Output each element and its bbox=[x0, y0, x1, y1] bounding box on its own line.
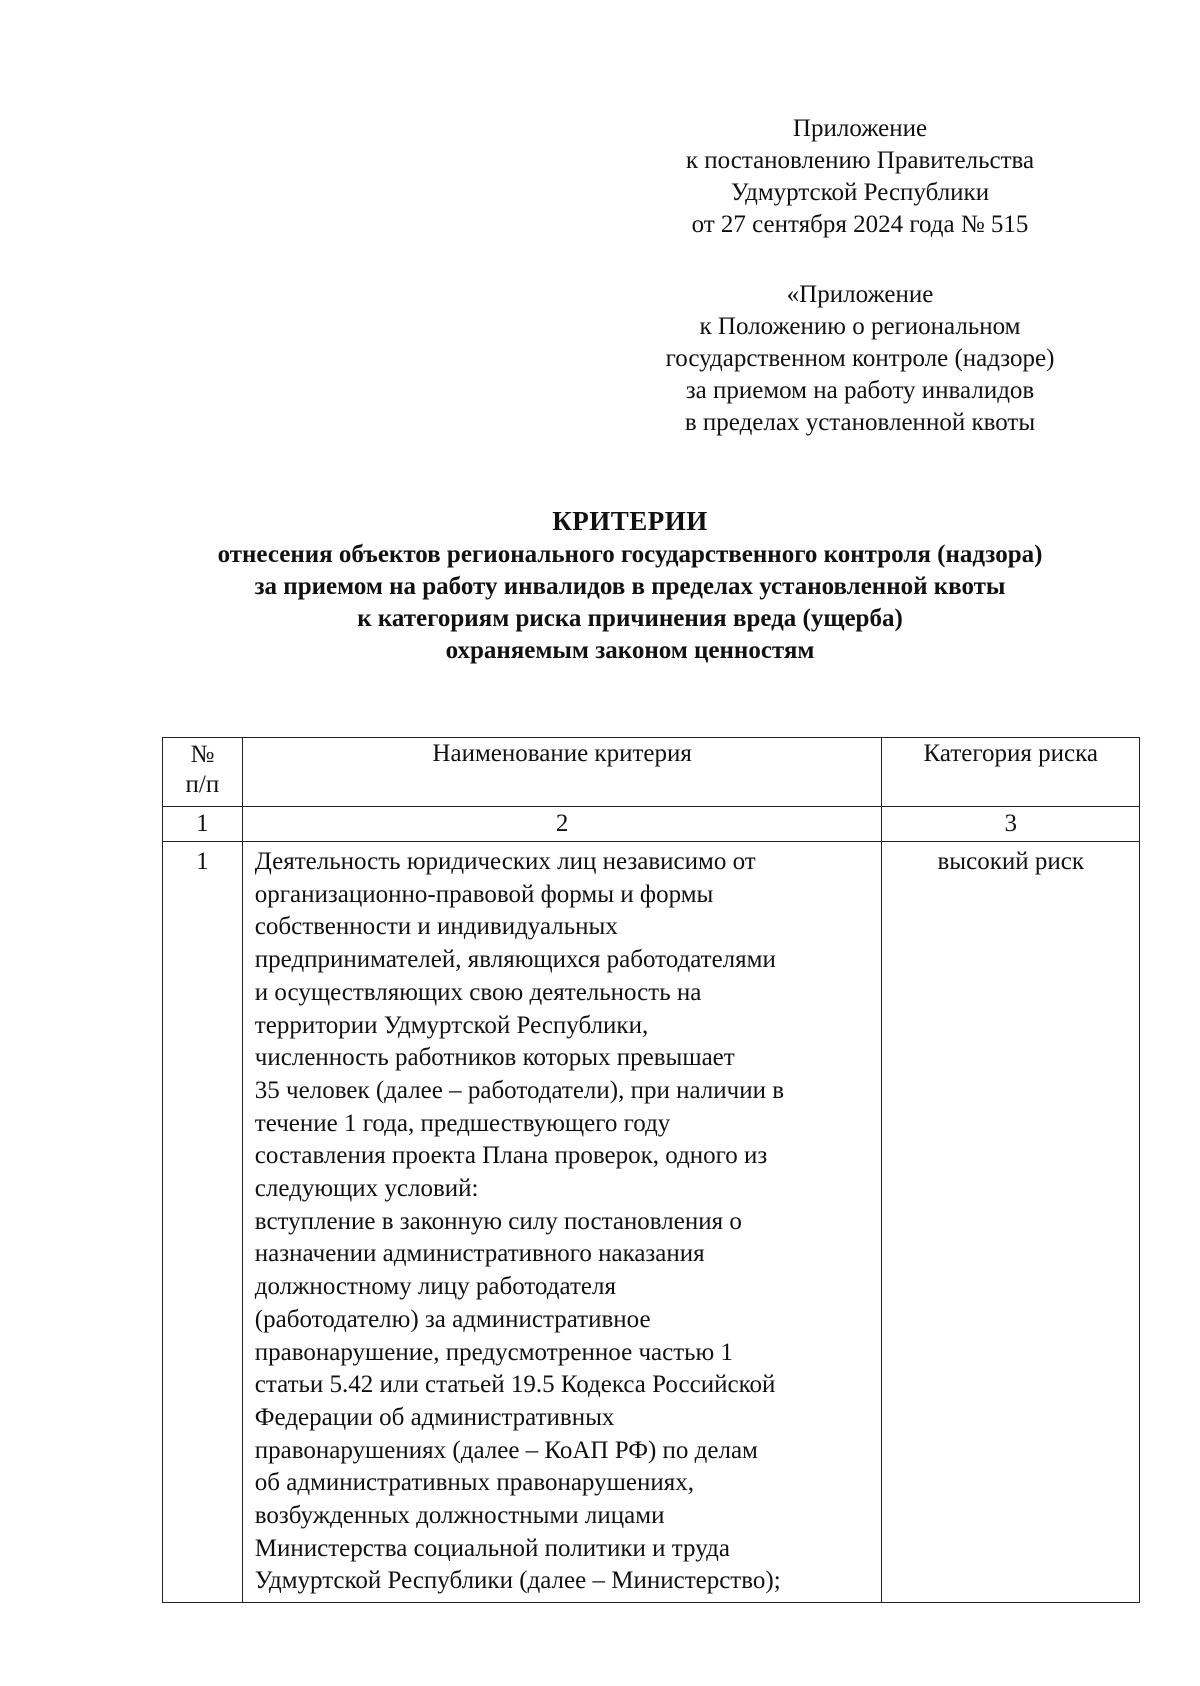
appendix-note-resolution bbox=[640, 113, 1080, 241]
criterion-line: об административных правонарушениях, bbox=[254, 1469, 694, 1497]
criteria-table bbox=[162, 737, 1140, 1603]
criterion-line: Министерства социальной политики и труда bbox=[254, 1534, 730, 1562]
criterion-line: статьи 5.42 или статьей 19.5 Кодекса Российской bbox=[254, 1371, 776, 1399]
appendix-line: «Приложение bbox=[786, 281, 934, 308]
criterion-line: собственности и индивидуальных bbox=[254, 913, 618, 941]
header-num-abbr: п/п bbox=[185, 771, 220, 798]
title-main: КРИТЕРИИ bbox=[552, 506, 708, 536]
table-index-row bbox=[163, 807, 1140, 842]
header-num bbox=[163, 738, 243, 807]
appendix-note-regulation bbox=[640, 279, 1080, 439]
header-num-symbol: № bbox=[190, 741, 215, 768]
title-line: охраняемым законом ценностям bbox=[445, 637, 815, 664]
criterion-line: правонарушениях (далее – КоАП РФ) по делам bbox=[254, 1436, 758, 1464]
criterion-line: 35 человек (далее – работодатели), при наличии в bbox=[254, 1076, 785, 1104]
criterion-line: территории Удмуртской Республики, bbox=[254, 1011, 649, 1039]
criterion-line: возбужденных должностными лицами bbox=[254, 1502, 665, 1530]
index-cell: 1 bbox=[163, 807, 243, 842]
criterion-line: предпринимателей, являющихся работодателями bbox=[254, 946, 776, 974]
header-risk-category: Категория риска bbox=[882, 738, 1140, 807]
appendix-line: от 27 сентября 2024 года № 515 bbox=[691, 211, 1029, 238]
appendix-line: Приложение bbox=[792, 115, 928, 142]
risk-category: высокий риск bbox=[882, 842, 1140, 1603]
criterion-line: вступление в законную силу постановления о bbox=[254, 1207, 742, 1235]
criterion-line: правонарушение, предусмотренное частью 1 bbox=[254, 1338, 733, 1366]
criterion-line: и осуществляющих свою деятельность на bbox=[254, 978, 702, 1006]
criterion-line: составления проекта Плана проверок, одного из bbox=[254, 1142, 768, 1170]
table-header-row bbox=[163, 738, 1140, 807]
criterion-line: назначении административного наказания bbox=[254, 1240, 705, 1268]
appendix-line: Удмуртской Республики bbox=[730, 179, 990, 206]
index-cell: 3 bbox=[882, 807, 1140, 842]
criterion-line: организационно-правовой формы и формы bbox=[254, 880, 714, 908]
criterion-line: (работодателю) за административное bbox=[254, 1305, 651, 1333]
appendix-line: к Положению о региональном bbox=[699, 313, 1021, 340]
row-number: 1 bbox=[163, 842, 243, 1603]
criterion-line: течение 1 года, предшествующего году bbox=[254, 1109, 671, 1137]
index-cell: 2 bbox=[242, 807, 882, 842]
title-line: к категориям риска причинения вреда (ущерба) bbox=[357, 605, 903, 632]
appendix-line: государственном контроле (надзоре) bbox=[665, 345, 1055, 372]
criterion-line: Деятельность юридических лиц независимо от bbox=[254, 848, 756, 875]
title-line: за приемом на работу инвалидов в пределах установленной квоты bbox=[254, 573, 1006, 600]
criterion-line: Удмуртской Республики (далее – Министерство); bbox=[254, 1567, 781, 1595]
criterion-line: должностному лицу работодателя bbox=[254, 1273, 616, 1301]
criterion-text bbox=[242, 842, 882, 1603]
criterion-line: следующих условий: bbox=[254, 1175, 479, 1203]
document-title bbox=[130, 505, 1130, 667]
table-row bbox=[163, 842, 1140, 1603]
criterion-line: численность работников которых превышает bbox=[254, 1044, 735, 1072]
criterion-line: Федерации об административных bbox=[254, 1403, 615, 1431]
appendix-line: за приемом на работу инвалидов bbox=[685, 377, 1035, 404]
appendix-line: к постановлению Правительства bbox=[685, 147, 1035, 174]
header-criterion-name: Наименование критерия bbox=[242, 738, 882, 807]
title-line: отнесения объектов регионального государственного контроля (надзора) bbox=[217, 541, 1043, 568]
appendix-line: в пределах установленной квоты bbox=[684, 409, 1036, 436]
